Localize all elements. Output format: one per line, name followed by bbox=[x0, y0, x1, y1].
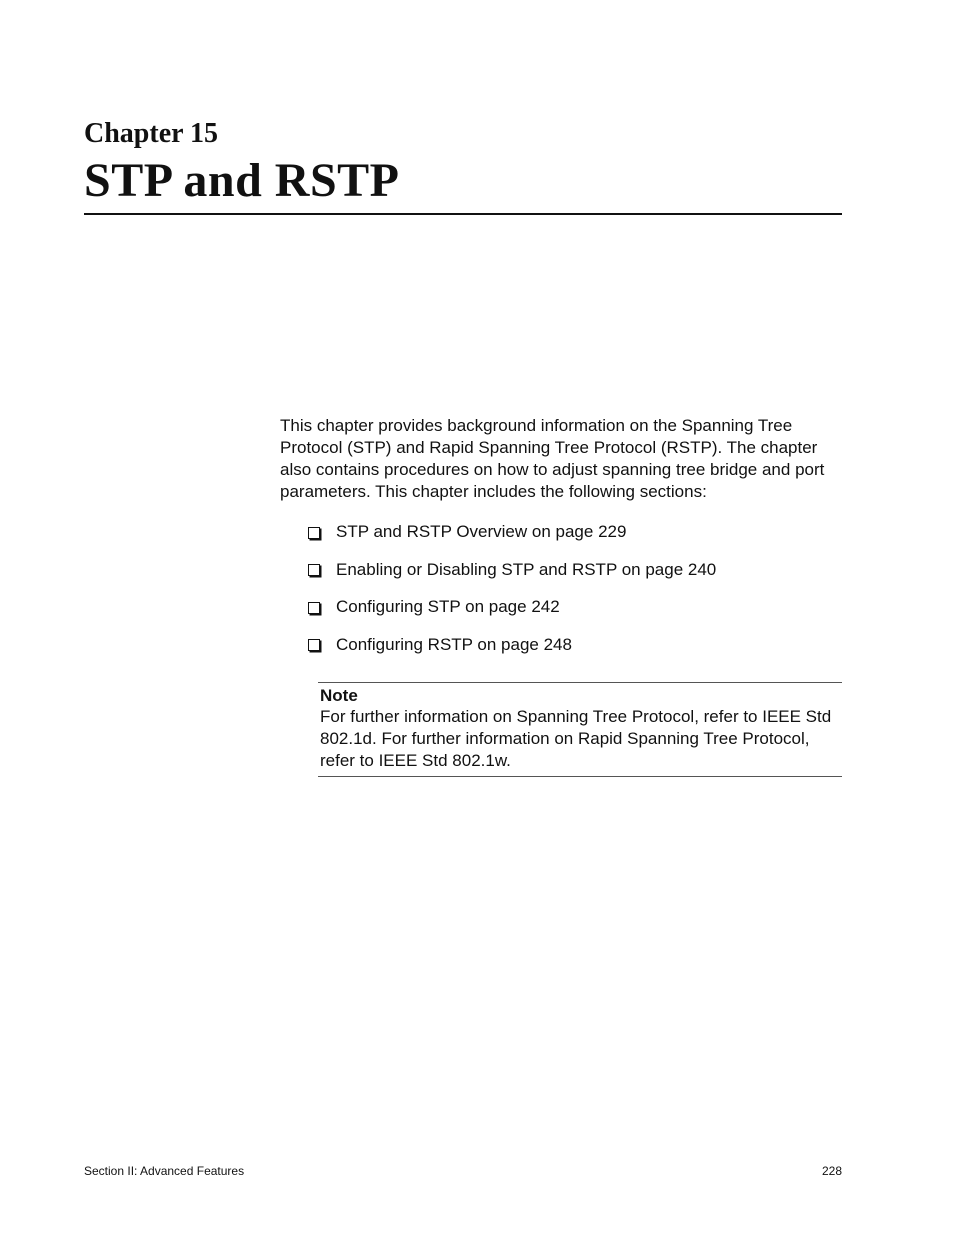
note-box bbox=[318, 682, 842, 777]
list-item bbox=[308, 521, 716, 543]
note-body: For further information on Spanning Tree Protocol, refer to IEEE Std 802.1d. For further information on Rapid Spanning Tree Protocol, refer to IEEE Std 802.1w. bbox=[320, 707, 832, 770]
chapter-title: STP and RSTP bbox=[84, 154, 400, 207]
section-link-enabling-disabling[interactable]: Enabling or Disabling STP and RSTP on page 240 bbox=[336, 559, 717, 579]
section-link-stp-rstp-overview[interactable]: STP and RSTP Overview on page 229 bbox=[336, 522, 627, 541]
footer-page-number: 228 bbox=[821, 1164, 842, 1178]
title-rule bbox=[84, 213, 842, 215]
footer-section-title: Section II: Advanced Features bbox=[84, 1164, 245, 1178]
checkbox-bullet-icon bbox=[308, 602, 320, 614]
note-heading: Note bbox=[320, 686, 358, 705]
section-list bbox=[308, 521, 716, 671]
checkbox-bullet-icon bbox=[308, 639, 320, 651]
checkbox-bullet-icon bbox=[308, 564, 320, 576]
intro-paragraph: This chapter provides background information on the Spanning Tree Protocol (STP) and Rapid Spanning Tree Protocol (RSTP). The chapter also contains procedures on how to adjust spanning tree bridge and port parameters. This chapter includes the following sections: bbox=[280, 416, 825, 501]
list-item bbox=[308, 634, 716, 656]
section-link-configuring-stp[interactable]: Configuring STP on page 242 bbox=[336, 597, 560, 616]
chapter-label: Chapter 15 bbox=[84, 118, 219, 149]
list-item bbox=[308, 559, 716, 581]
checkbox-bullet-icon bbox=[308, 527, 320, 539]
list-item bbox=[308, 596, 716, 618]
section-link-configuring-rstp[interactable]: Configuring RSTP on page 248 bbox=[336, 634, 572, 654]
